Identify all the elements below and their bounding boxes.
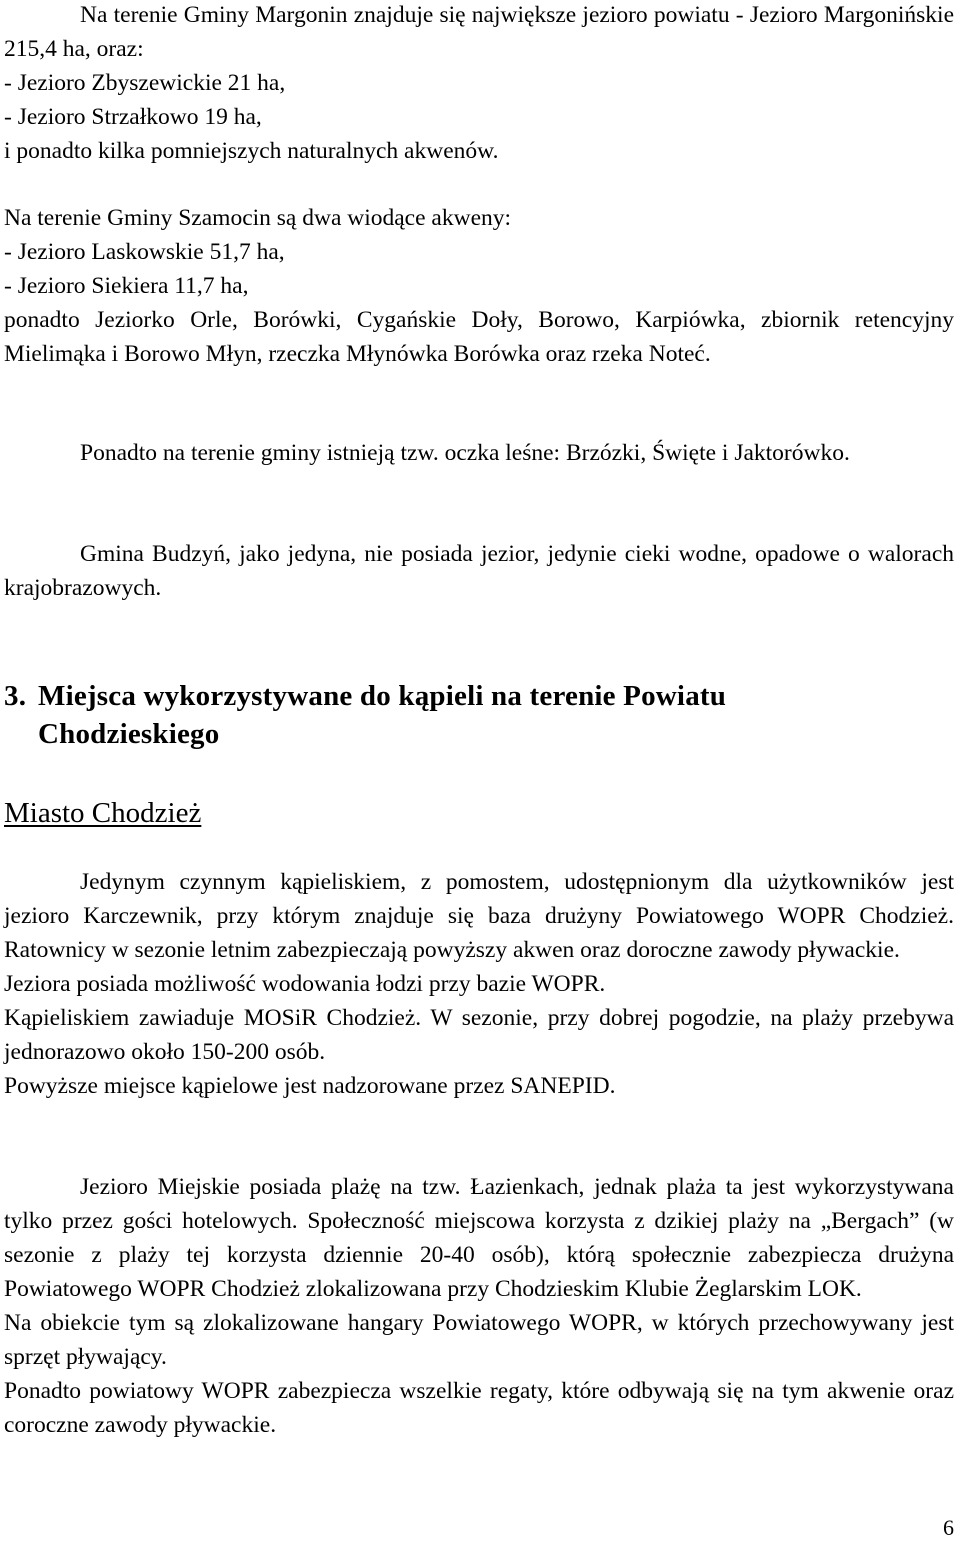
karczewnik-paragraph: Kąpieliskiem zawiaduje MOSiR Chodzież. W sezonie, przy dobrej pogodzie, na plaży przebywa jednorazowo około 150-200 osób. <box>4 1005 954 1065</box>
section-title-line1: Miejsca wykorzystywane do kąpieli na terenie Powiatu <box>38 680 727 712</box>
karczewnik-paragraph: Powyższe miejsce kąpielowe jest nadzorowane przez SANEPID. <box>4 1073 616 1099</box>
margonin-list-item: - Jezioro Strzałkowo 19 ha, <box>4 104 262 130</box>
margonin-block <box>0 0 960 168</box>
section-heading <box>4 677 904 753</box>
miejskie-block <box>0 1170 960 1442</box>
miejskie-paragraph: Jezioro Miejskie posiada plażę na tzw. Łazienkach, jednak plaża ta jest wykorzystywana tylko przez gości hotelowych. Społeczność miejscowa korzysta z dzikiej plaży na „Bergach” (w sezonie z plaży tej korzysta dziennie 20-40 osób), którą społecznie zabezpiecza drużyna Powiatowego WOPR Chodzież zlokalizowana przy Chodzieskim Klubie Żeglarskim LOK. <box>4 1174 954 1302</box>
miejskie-paragraph: Ponadto powiatowy WOPR zabezpiecza wszelkie regaty, które odbywają się na tym akwenie oraz coroczne zawody pływackie. <box>4 1378 954 1438</box>
subsection-heading: Miasto Chodzież <box>4 797 202 829</box>
margonin-outro: i ponadto kilka pomniejszych naturalnych akwenów. <box>4 138 499 164</box>
szamocin-list-item: - Jezioro Siekiera 11,7 ha, <box>4 273 249 299</box>
budzyn-block <box>0 537 960 605</box>
szamocin-list-item: - Jezioro Laskowskie 51,7 ha, <box>4 239 285 265</box>
szamocin-intro: Na terenie Gminy Szamocin są dwa wiodące akweny: <box>4 205 512 231</box>
margonin-list-item: - Jezioro Zbyszewickie 21 ha, <box>4 70 286 96</box>
szamocin-outro: ponadto Jeziorko Orle, Borówki, Cygańskie Doły, Borowo, Karpiówka, zbiornik retencyjny Mielimąka i Borowo Młyn, rzeczka Młynówka Borówka oraz rzeka Noteć. <box>4 307 954 367</box>
karczewnik-block <box>0 865 960 1103</box>
oczka-paragraph: Ponadto na terenie gminy istnieją tzw. oczka leśne: Brzózki, Święte i Jaktorówko. <box>80 440 850 466</box>
szamocin-block <box>0 201 960 371</box>
karczewnik-paragraph: Jedynym czynnym kąpieliskiem, z pomostem, udostępnionym dla użytkowników jest jezioro Karczewnik, przy którym znajduje się baza drużyny Powiatowego WOPR Chodzież. Ratownicy w sezonie letnim zabezpieczają powyższy akwen oraz doroczne zawody pływackie. <box>4 869 954 963</box>
miejskie-paragraph: Na obiekcie tym są zlokalizowane hangary Powiatowego WOPR, w których przechowywany jest sprzęt pływający. <box>4 1310 954 1370</box>
page-number: 6 <box>943 1515 954 1540</box>
margonin-intro: Na terenie Gminy Margonin znajduje się największe jezioro powiatu - Jezioro Margonińskie 215,4 ha, oraz: <box>4 2 954 62</box>
budzyn-paragraph: Gmina Budzyń, jako jedyna, nie posiada jezior, jedynie cieki wodne, opadowe o walorach krajobrazowych. <box>4 541 954 601</box>
oczka-block <box>0 436 960 470</box>
section-title-line2: Chodzieskiego <box>38 718 220 750</box>
karczewnik-paragraph: Jeziora posiada możliwość wodowania łodzi przy bazie WOPR. <box>4 971 606 997</box>
section-number: 3. <box>4 680 27 712</box>
